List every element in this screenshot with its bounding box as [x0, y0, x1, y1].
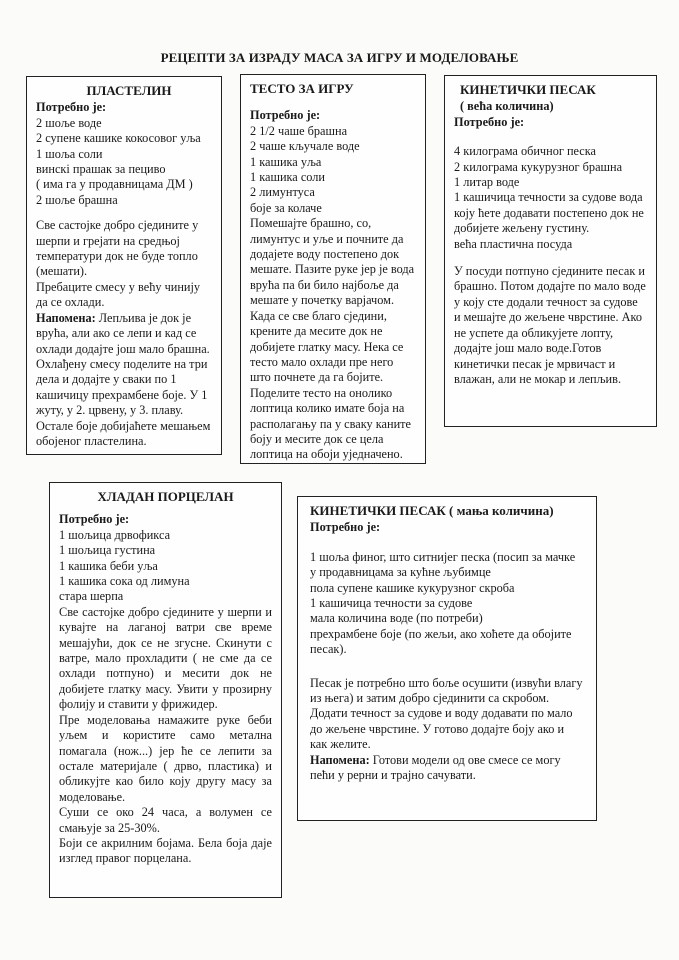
- instruction: Суши се око 24 часа, а волумен се смањује за 25-30%.: [59, 805, 272, 835]
- ingredient: већа пластична посуда: [454, 236, 573, 251]
- recipe-title: КИНЕТИЧКИ ПЕСАК ( мања количина): [310, 503, 554, 518]
- note-label: Напомена:: [36, 310, 96, 325]
- ingredient: 2 чаше кључале воде: [250, 139, 360, 154]
- ingredient: 1 кашика уља: [250, 154, 322, 169]
- ingredient: 2 килограма кукурузног брашна: [454, 159, 623, 174]
- note: [36, 311, 212, 450]
- ingredient: 1 литар воде: [454, 175, 520, 190]
- note-text: Готови модели од ове смесе се могу пећи у рерни и трајно сачувати.: [310, 752, 561, 783]
- ingredient: 2 лимунтуса: [250, 185, 315, 200]
- instruction: У посуди потпуно сједините песак и брашно. Потом додајте по мало воде у коју сте додали течност за судове и мешајте до жељене чврстине. Ако не успете да обликујете лопту, додајте још мало воде.Готов кинетички песак је мрвичаст и влажан, али не мокар и лепљив.: [454, 264, 646, 386]
- instruction: Све састојке добро сједините у шерпи и кувајте на лаганој ватри све време мешајући, док се не згусне. Скинути с ватре, мало прохладити ( не сме да се охлади потпуно) и месити док не добијете глатку масу. Увити у прозирну фолију и ставити у фрижидер.: [59, 604, 272, 712]
- note: [310, 753, 584, 784]
- recipe-kinetic-sand-large: [444, 75, 657, 427]
- note-text: Лепљива је док је врућа, али ако се лепи и кад се охлади додајте још мало брашна. Охлађену смесу поделите на три дела и додајте у сваки по 1 кашичицу прехрамбене боје. У 1 жуту, у 2. црвену, у 3. плаву. Остале боје добијаћете мешањем обојеног пластелина.: [36, 310, 211, 448]
- ingredient: 1 кашика сока од лимуна: [59, 574, 190, 589]
- ingredient: 2 шоље брашна: [36, 192, 118, 207]
- ingredient: 1 кашичица течности за судове вода коју ћете додавати постепено док не добијете жељену густину.: [454, 190, 644, 236]
- instruction: Боји се акрилним бојама. Бела боја даје изглед правог порцелана.: [59, 835, 272, 866]
- recipe-kinetic-sand-small: [297, 496, 597, 821]
- recipe-subtitle: ( већа количина): [460, 99, 554, 114]
- recipe-cold-porcelain: [49, 482, 282, 898]
- instruction: Пребаците смесу у већу чинију да се охлади.: [36, 279, 201, 310]
- ingredient: пола супене кашике кукурузног скроба: [310, 580, 515, 595]
- instruction: Пре моделовања намажите руке беби уљем и користите само метална помагала (нож...) јер ће се лепити за остале материјале ( дрво, пластика) и обликујте као било коју другу масу за моделовање.: [59, 712, 272, 804]
- page-title: РЕЦЕПТИ ЗА ИЗРАДУ МАСА ЗА ИГРУ И МОДЕЛОВАЊЕ: [160, 50, 519, 65]
- ingredient: 1 кашичица течности за судове: [310, 596, 473, 611]
- recipe-title: ХЛАДАН ПОРЦЕЛАН: [97, 489, 234, 504]
- ingredient: боје за колаче: [250, 200, 322, 215]
- ingredient: 1 кашика соли: [250, 170, 326, 185]
- ingredient: 1 кашика беби уља: [59, 558, 158, 573]
- ingredient: винскi прашак за пециво: [36, 162, 166, 177]
- ingredient: ( има га у продавницама ДМ ): [36, 177, 193, 192]
- ingredient: 1 шољица густина: [59, 543, 156, 558]
- needed-label: Потребно је:: [310, 520, 381, 535]
- ingredient: 2 шоље воде: [36, 115, 102, 130]
- recipe-title: КИНЕТИЧКИ ПЕСАК: [460, 82, 596, 97]
- ingredient: прехрамбене боје (по жељи, ако хоћете да обојите песак).: [310, 626, 572, 657]
- instruction: Песак је потребно што боље осушити (извући влагу из њега) и затим добро сјединити са скробом. Додати течност за судове и воду додавати по мало до жељене чврстине. У готово додајте боју ако и как желите.: [310, 675, 583, 752]
- ingredient: 2 1/2 чаше брашна: [250, 123, 348, 138]
- ingredient: мала количина воде (по потреби): [310, 611, 483, 626]
- needed-label: Потребно је:: [250, 108, 321, 123]
- needed-label: Потребно је:: [36, 100, 107, 115]
- needed-label: Потребно је:: [59, 512, 130, 527]
- ingredient: 1 шоља финог, што ситнијег песка (посип за мачке у продавницама за кућне љубимце: [310, 549, 576, 580]
- recipe-title: ТЕСТО ЗА ИГРУ: [250, 81, 354, 96]
- instruction: Све састојке добро сједините у шерпи и грејати на средњој температури док не буде топло (мешати).: [36, 218, 199, 279]
- instruction: Помешајте брашно, со, лимунтус и уље и почните да додајете воду постепено док мешате. Пазите руке јер је вода врућа па би било најбоље да мешате у почетку варјачом. Када се све благо сједини, кренитe да месите док не добијете глатку масу. Нека се тесто мало охлади пре него што почнете да га бојите. Поделите тесто на онолико лоптица колико имате боја на располагању па у сваку каните боју и месите док се цела лоптица на обоји уједначено.: [250, 216, 415, 462]
- ingredient: 2 супене кашике кокосовог уља: [36, 131, 201, 146]
- recipe-plasticine: [26, 76, 222, 455]
- ingredient: 1 шоља соли: [36, 146, 103, 161]
- recipe-title: ПЛАСТЕЛИН: [86, 83, 172, 98]
- recipe-play-dough: [240, 74, 426, 464]
- note-label: Напомена:: [310, 752, 370, 767]
- needed-label: Потребно је:: [454, 114, 525, 129]
- ingredient: стара шерпа: [59, 589, 124, 604]
- ingredient: 1 шољица дрвофикса: [59, 527, 171, 542]
- ingredient: 4 килограма обичног песка: [454, 144, 597, 159]
